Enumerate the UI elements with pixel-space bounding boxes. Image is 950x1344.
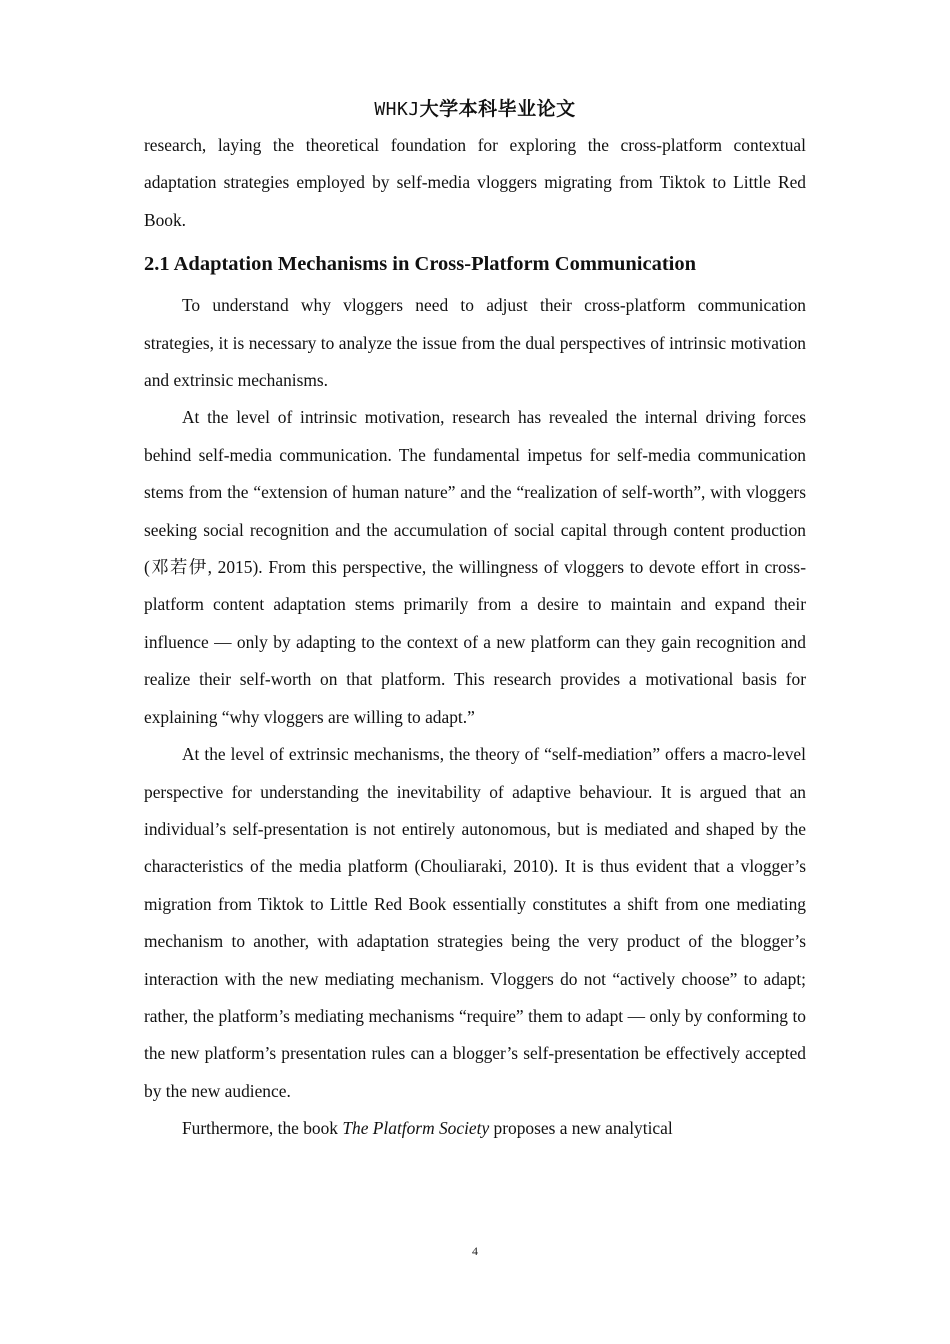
header-thesis-label: 大学本科毕业论文	[419, 98, 576, 120]
page-number: 4	[472, 1244, 478, 1258]
paragraph-2: At the level of intrinsic motivation, research has revealed the internal driving forces behind self-media communication. The fundamental impetus for self-media communication stems from the “extension of human nature” and the “realization of self-worth”, with vloggers seeking social recognition and the accumulation of social capital through content production (邓若伊, 2015). From this perspective, the willingness of vloggers to devote effort in cross-platform content adaptation stems primarily from a desire to maintain and expand their influence — only by adapting to the context of a new platform can they gain recognition and realize their self-worth on that platform. This research provides a motivational basis for explaining “why vloggers are willing to adapt.”	[144, 407, 806, 727]
section-heading: 2.1 Adaptation Mechanisms in Cross-Platform Communication	[144, 253, 696, 276]
paragraph-3: At the level of extrinsic mechanisms, the theory of “self-mediation” offers a macro-level perspective for understanding the inevitability of adaptive behaviour. It is argued that an individual’s self-presentation is not entirely autonomous, but is mediated and shaped by the characteristics of the media platform (Chouliaraki, 2010). It is thus evident that a vlogger’s migration from Tiktok to Little Red Book essentially constitutes a shift from one mediating mechanism to another, with adaptation strategies being the very product of the blogger’s interaction with the new mediating mechanism. Vloggers do not “actively choose” to adapt; rather, the platform’s mediating mechanisms “require” them to adapt — only by conforming to the new platform’s presentation rules can a blogger’s self-presentation be effectively accepted by the new audience.	[144, 744, 806, 1101]
book-title: The Platform Society	[342, 1118, 490, 1139]
page-content	[144, 127, 806, 1148]
paragraph-4-tail: proposes a new analytical	[489, 1118, 673, 1139]
running-header	[0, 94, 950, 121]
paragraph-4-lead: Furthermore, the book	[182, 1118, 343, 1139]
header-institution-code: WHKJ	[374, 99, 420, 120]
paragraph-1: To understand why vloggers need to adjust their cross-platform communication strategies, it is necessary to analyze the issue from the dual perspectives of intrinsic motivation and extrinsic mechanisms.	[144, 295, 806, 391]
continuation-paragraph: research, laying the theoretical foundation for exploring the cross-platform contextual adaptation strategies employed by self-media vloggers migrating from Tiktok to Little Red Book.	[144, 135, 806, 230]
paragraph-4	[144, 1110, 806, 1147]
